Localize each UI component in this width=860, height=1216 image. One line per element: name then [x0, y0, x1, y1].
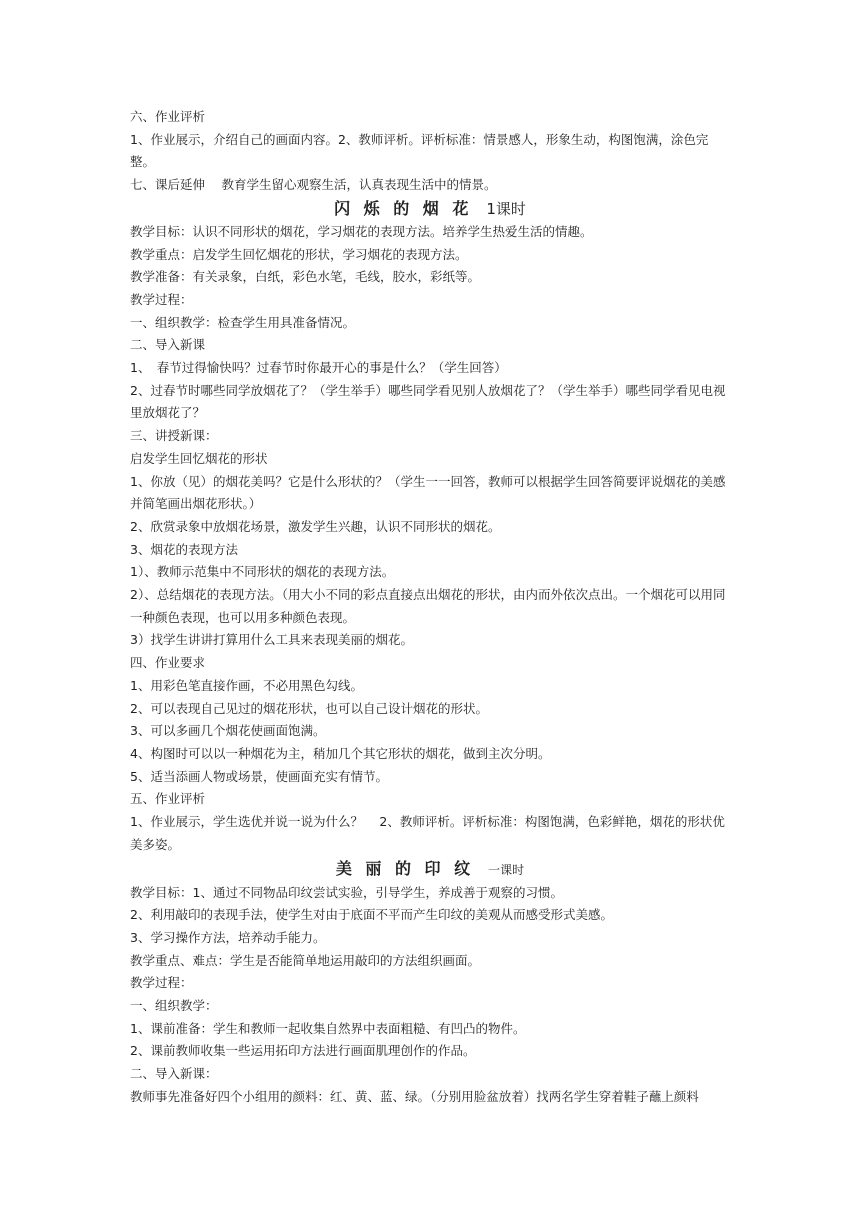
text-line: 3、烟花的表现方法 — [130, 541, 238, 557]
text-line: 2、欣赏录象中放烟花场景，激发学生兴趣，认识不同形状的烟花。 — [130, 518, 501, 534]
lesson-body — [130, 221, 730, 857]
text-line: 3、学习操作方法，培养动手能力。 — [130, 929, 326, 945]
text-line: 二、导入新课 — [130, 337, 206, 353]
text-line: 二、导入新课： — [130, 1066, 218, 1082]
text-line: 2、课前教师收集一些运用拓印方法进行画面肌理创作的作品。 — [130, 1043, 476, 1059]
text-line: 4、构图时可以以一种烟花为主，稍加几个其它形状的烟花，做到主次分明。 — [130, 745, 551, 761]
text-line: 3）找学生讲讲打算用什么工具来表现美丽的烟花。 — [130, 632, 413, 648]
text-line: 三、讲授新课： — [130, 428, 218, 444]
lesson-title-text: 闪 烁 的 烟 花 — [334, 198, 473, 218]
text-line: 2、可以表现自己见过的烟花形状，也可以自己设计烟花的形状。 — [130, 700, 488, 716]
text-line: 教学目标：认识不同形状的烟花，学习烟花的表现方法。培养学生热爱生活的情趣。 — [130, 223, 593, 239]
document-body — [130, 106, 730, 1109]
lesson-title-text: 美 丽 的 印 纹 — [335, 858, 475, 878]
text-line: 七、课后延伸 教育学生留心观察生活，认真表现生活中的情景。 — [130, 177, 497, 193]
text-line: 教学准备：有关录象，白纸，彩色水笔，毛线，胶水，彩纸等。 — [130, 269, 481, 285]
lesson-duration: 1课时 — [486, 199, 526, 218]
text-line: 教学重点：启发学生回忆烟花的形状，学习烟花的表现方法。 — [130, 246, 468, 262]
text-line: 一、组织教学： — [130, 998, 218, 1014]
text-line: 1、课前准备：学生和教师一起收集自然界中表面粗糙、有凹凸的物件。 — [130, 1020, 526, 1036]
text-line: 一、组织教学：检查学生用具准备情况。 — [130, 314, 356, 330]
text-line: 教学过程： — [130, 975, 193, 991]
text-line: 1、你放（见）的烟花美吗？它是什么形状的？（学生一一回答，教师可以根据学生回答简要评说烟花的美感并简笔画出烟花形状。） — [130, 473, 726, 512]
text-line: 5、适当添画人物或场景，使画面充实有情节。 — [130, 768, 388, 784]
text-line: 1、用彩色笔直接作画，不必用黑色勾线。 — [130, 677, 363, 693]
text-line: 2、利用敲印的表现手法，使学生对由于底面不平而产生印纹的美观从而感受形式美感。 — [130, 907, 613, 923]
lesson-title — [130, 197, 730, 221]
text-line: 2、过春节时哪些同学放烟花了？（学生举手）哪些同学看见别人放烟花了？（学生举手）哪些同学看见电视里放烟花了？ — [130, 382, 726, 421]
text-line: 2）、总结烟花的表现方法。（用大小不同的彩点直接点出烟花的形状，由内而外依次点出。一个烟花可以用同一种颜色表现，也可以用多种颜色表现。 — [130, 587, 726, 625]
lesson-duration: 一课时 — [488, 862, 525, 877]
text-line: 1、作业展示，学生选优并说一说为什么？ 2、教师评析。评析标准：构图饱满，色彩鲜艳，烟花的形状优美多姿。 — [130, 814, 725, 852]
text-line: 五、作业评析 — [130, 791, 206, 807]
lesson-body — [130, 882, 730, 1109]
text-line: 1）、教师示范集中不同形状的烟花的表现方法。 — [130, 564, 395, 580]
lesson-title — [130, 857, 730, 882]
text-line: 教学目标：1、通过不同物品印纹尝试实验，引导学生，养成善于观察的习惯。 — [130, 884, 563, 900]
text-line: 教学重点、难点：学生是否能简单地运用敲印的方法组织画面。 — [130, 952, 481, 968]
text-line: 1、 春节过得愉快吗？过春节时你最开心的事是什么？（学生回答） — [130, 360, 507, 376]
section-homework-review — [130, 106, 730, 197]
text-line: 教师事先准备好四个小组用的颜料：红、黄、蓝、绿。（分别用脸盆放着）找两名学生穿着鞋子蘸上颜料 — [130, 1088, 699, 1104]
text-line: 六、作业评析 — [130, 109, 206, 124]
text-line: 启发学生回忆烟花的形状 — [130, 450, 268, 466]
text-line: 四、作业要求 — [130, 655, 206, 671]
text-line: 教学过程： — [130, 291, 193, 307]
text-line: 1、作业展示，介绍自己的画面内容。2、教师评析。评析标准：情景感人，形象生动，构图饱满，涂色完整。 — [130, 131, 709, 170]
text-line: 3、可以多画几个烟花使画面饱满。 — [130, 723, 326, 739]
